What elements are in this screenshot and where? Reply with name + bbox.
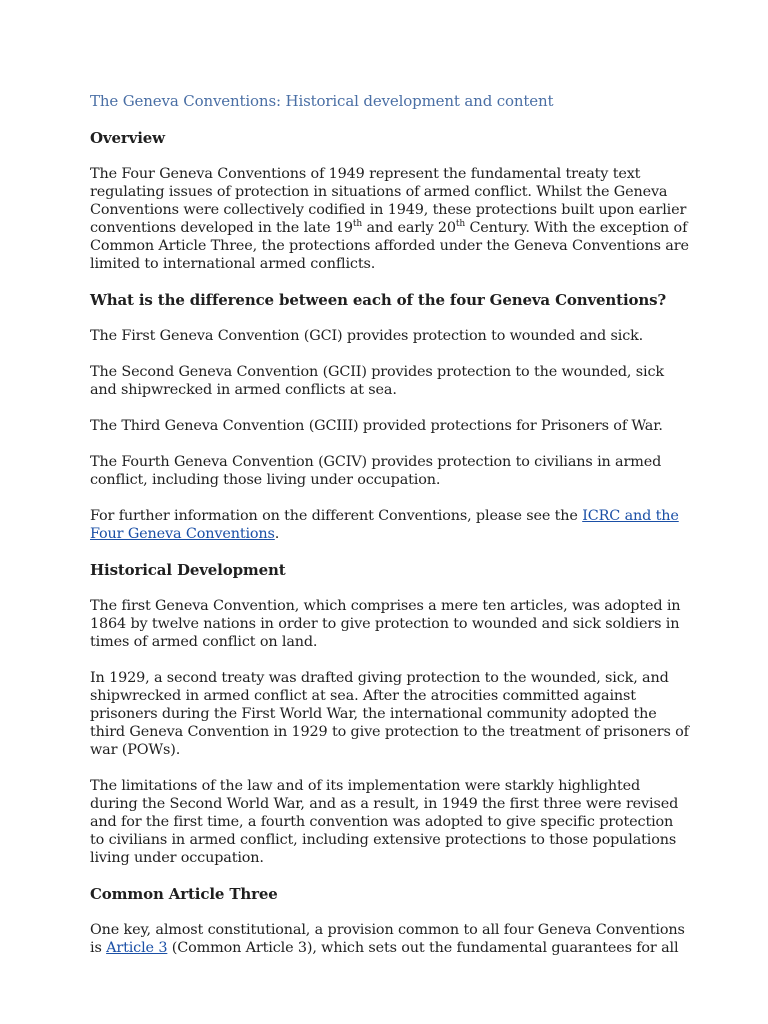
gcii-paragraph: The Second Geneva Convention (GCII) provides protection to the wounded, sick and shipwrecked in armed conflicts at sea.: [90, 364, 664, 398]
further-info-paragraph: [90, 507, 690, 543]
history-paragraph-1: The first Geneva Convention, which comprises a mere ten articles, was adopted in 1864 by twelve nations in order to give protection to wounded and sick soldiers in times of armed conflict on land.: [90, 598, 681, 650]
further-info-period: .: [274, 526, 280, 542]
gci-paragraph: The First Geneva Convention (GCI) provides protection to wounded and sick.: [90, 328, 644, 344]
overview-heading: Overview: [90, 129, 165, 147]
common-article-text-b: (Common Article 3), which sets out the fundamental guarantees for all: [167, 940, 679, 956]
document-body: [90, 92, 690, 975]
common-article-heading: Common Article Three: [90, 885, 278, 903]
overview-text-c: Century. With the exception of Common Article Three, the protections afforded under the Geneva Conventions are limited to international armed conflicts.: [90, 220, 689, 272]
difference-heading: What is the difference between each of the four Geneva Conventions?: [90, 291, 667, 309]
superscript-th-1: th: [352, 219, 363, 229]
common-article-text-a: One key, almost constitutional, a provision common to all four Geneva Conventions is: [90, 922, 685, 956]
further-info-text: For further information on the different Conventions, please see the: [90, 508, 583, 524]
history-paragraph-2: In 1929, a second treaty was drafted giving protection to the wounded, sick, and shipwrecked in armed conflict at sea. After the atrocities committed against prisoners during the First World War, the international community adopted the third Geneva Convention in 1929 to give protection to the treatment of prisoners of war (POWs).: [90, 670, 689, 758]
superscript-th-2: th: [455, 219, 466, 229]
common-article-paragraph: [90, 921, 690, 957]
article-3-link[interactable]: Article 3: [106, 940, 168, 956]
overview-text-b: and early 20: [362, 220, 456, 236]
historical-development-heading: Historical Development: [90, 561, 286, 579]
gciv-paragraph: The Fourth Geneva Convention (GCIV) provides protection to civilians in armed conflict, including those living under occupation.: [90, 454, 662, 488]
icrc-conventions-link[interactable]: ICRC and the Four Geneva Conventions: [90, 508, 679, 542]
gciii-paragraph: The Third Geneva Convention (GCIII) provided protections for Prisoners of War.: [90, 418, 663, 434]
history-paragraph-3: The limitations of the law and of its implementation were starkly highlighted during the Second World War, and as a result, in 1949 the first three were revised and for the first time, a fourth convention was adopted to give specific protection to civilians in armed conflict, including extensive protections to those populations living under occupation.: [90, 778, 679, 866]
overview-paragraph: [90, 165, 690, 273]
overview-text-a: The Four Geneva Conventions of 1949 represent the fundamental treaty text regulating issues of protection in situations of armed conflict. Whilst the Geneva Conventions were collectively codified in 1949, these protections built upon earlier conventions developed in the late 19: [90, 166, 687, 236]
document-title: The Geneva Conventions: Historical development and content: [90, 92, 554, 110]
